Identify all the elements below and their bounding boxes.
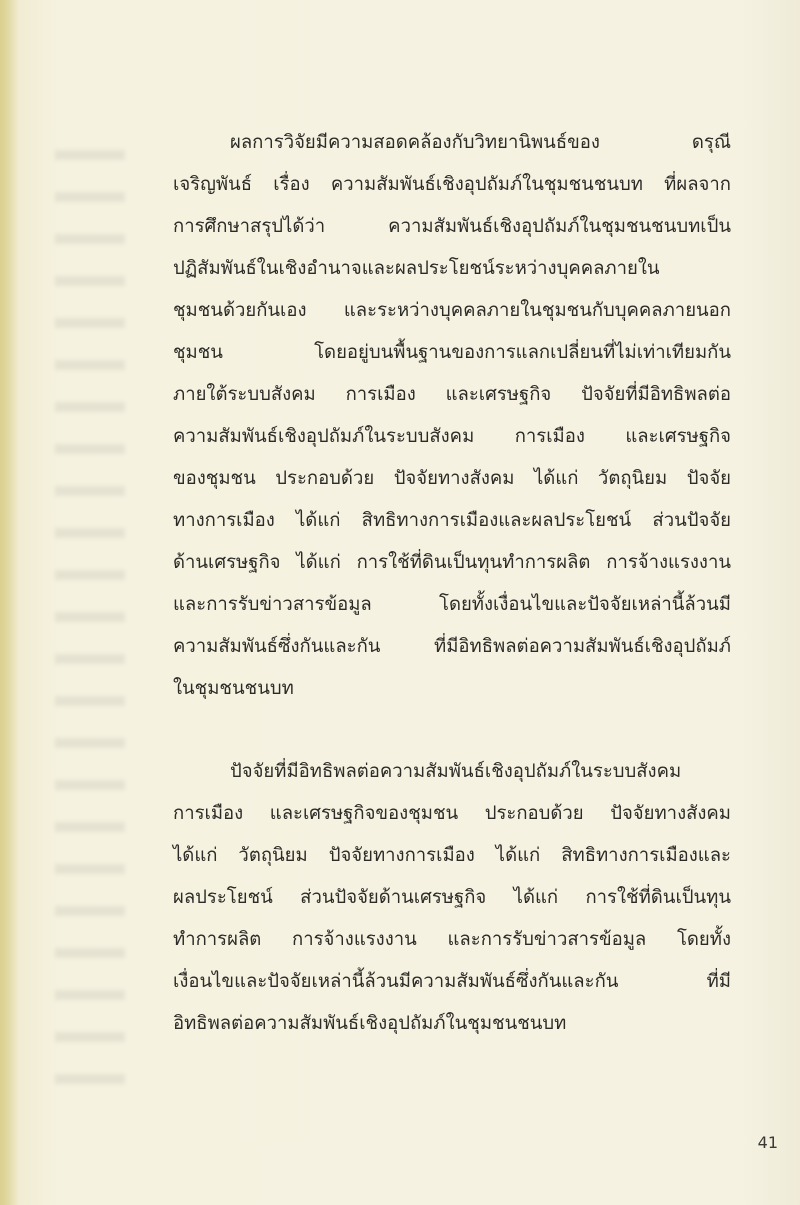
text-line: ทางการเมือง ได้แก่ สิทธิทางการเมืองและผลประโยชน์ ส่วนปัจจัย bbox=[173, 510, 731, 531]
text-line: ผลประโยชน์ ส่วนปัจจัยด้านเศรษฐกิจ ได้แก่ การใช้ที่ดินเป็นทุน bbox=[173, 887, 731, 908]
text-line: การศึกษาสรุปได้ว่า ความสัมพันธ์เชิงอุปถัมภ์ในชุมชนชนบทเป็น bbox=[173, 216, 731, 237]
text-line: ผลการวิจัยมีความสอดคล้องกับวิทยานิพนธ์ของ ดรุณี bbox=[230, 132, 731, 153]
spine-shadow bbox=[0, 0, 18, 1205]
text-line: ปฏิสัมพันธ์ในเชิงอำนาจและผลประโยชน์ระหว่างบุคคลภายใน bbox=[173, 258, 660, 279]
text-line: ในชุมชนชนบท bbox=[173, 678, 294, 699]
text-line: ด้านเศรษฐกิจ ได้แก่ การใช้ที่ดินเป็นทุนทำการผลิต การจ้างแรงงาน bbox=[173, 552, 731, 573]
text-line: การเมือง และเศรษฐกิจของชุมชน ประกอบด้วย ปัจจัยทางสังคม bbox=[173, 803, 731, 824]
text-line: ชุมชน โดยอยู่บนพื้นฐานของการแลกเปลี่ยนที่ไม่เท่าเทียมกัน bbox=[173, 342, 731, 363]
text-line: เงื่อนไขและปัจจัยเหล่านี้ล้วนมีความสัมพันธ์ซึ่งกันและกัน ที่มี bbox=[173, 971, 731, 992]
text-line: ปัจจัยที่มีอิทธิพลต่อความสัมพันธ์เชิงอุปถัมภ์ในระบบสังคม bbox=[230, 761, 682, 782]
paragraph-1 bbox=[173, 122, 731, 710]
text-line: เจริญพันธ์ เรื่อง ความสัมพันธ์เชิงอุปถัมภ์ในชุมชนชนบท ที่ผลจาก bbox=[173, 174, 731, 195]
text-line: อิทธิพลต่อความสัมพันธ์เชิงอุปถัมภ์ในชุมชนชนบท bbox=[173, 1013, 567, 1034]
text-line: ทำการผลิต การจ้างแรงงาน และการรับข่าวสารข้อมูล โดยทั้ง bbox=[173, 929, 731, 950]
text-line: ได้แก่ วัตถุนิยม ปัจจัยทางการเมือง ได้แก่ สิทธิทางการเมืองและ bbox=[173, 845, 731, 866]
text-line: ของชุมชน ประกอบด้วย ปัจจัยทางสังคม ได้แก่ วัตถุนิยม ปัจจัย bbox=[173, 468, 731, 489]
text-line: ความสัมพันธ์ซึ่งกันและกัน ที่มีอิทธิพลต่อความสัมพันธ์เชิงอุปถัมภ์ bbox=[173, 636, 731, 657]
paragraph-2 bbox=[173, 751, 731, 1045]
bleed-through-text bbox=[55, 150, 125, 1110]
text-line: ความสัมพันธ์เชิงอุปถัมภ์ในระบบสังคม การเมือง และเศรษฐกิจ bbox=[173, 426, 731, 447]
text-line: ภายใต้ระบบสังคม การเมือง และเศรษฐกิจ ปัจจัยที่มีอิทธิพลต่อ bbox=[173, 384, 731, 405]
page-number: 41 bbox=[757, 1133, 778, 1152]
text-line: และการรับข่าวสารข้อมูล โดยทั้งเงื่อนไขและปัจจัยเหล่านี้ล้วนมี bbox=[173, 594, 731, 615]
text-line: ชุมชนด้วยกันเอง และระหว่างบุคคลภายในชุมชนกับบุคคลภายนอก bbox=[173, 300, 731, 321]
